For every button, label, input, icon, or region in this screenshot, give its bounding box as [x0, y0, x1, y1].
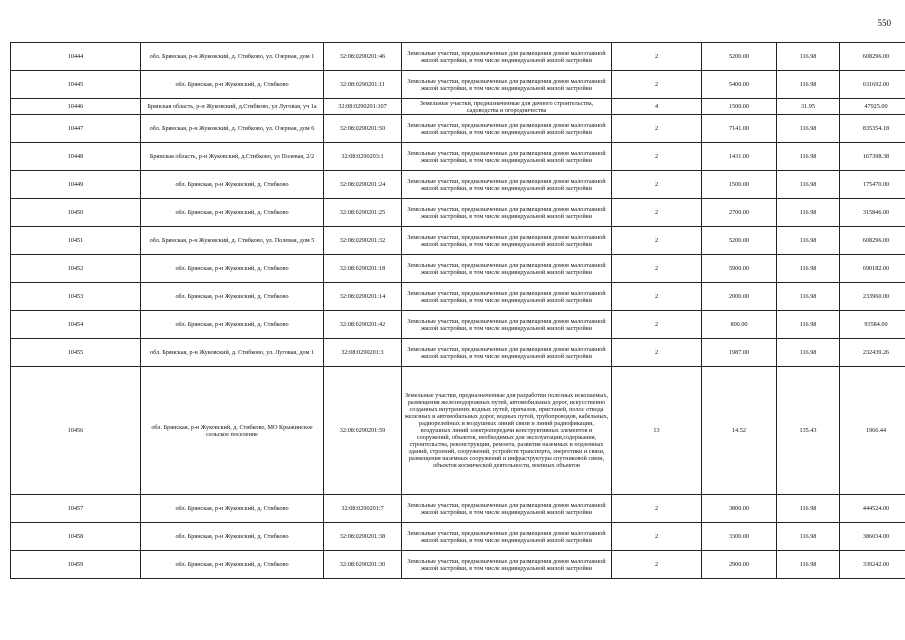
address-cell: обл. Брянская, р-н Жуковский, д. Стибково, ул. Полевая, дом 5: [141, 227, 324, 255]
cadastral-value-cell: 175470.00: [840, 171, 905, 199]
cadastral-number-cell: 32:08:0290201:25: [324, 199, 402, 227]
category-cell: 2: [612, 339, 702, 367]
table-row: [11, 255, 905, 283]
cadastral-number-cell: 32:08:0290201:24: [324, 171, 402, 199]
cadastral-number-cell: 32:08:0290201:50: [324, 115, 402, 143]
land-purpose-cell: Земельные участки, предназначенные для размещения домов малоэтажной жилой застройки, в том числе индивидуальной жилой застройки: [402, 255, 612, 283]
land-purpose-cell: Земельные участки, предназначенные для размещения домов малоэтажной жилой застройки, в том числе индивидуальной жилой застройки: [402, 143, 612, 171]
category-cell: 2: [612, 43, 702, 71]
address-cell: обл. Брянская, р-н Жуковский, д. Стибково, МО Крыжинское сельское поселение: [141, 367, 324, 495]
cadastral-value-cell: 835354.18: [840, 115, 905, 143]
land-purpose-cell: Земельные участки, предназначенные для размещения домов малоэтажной жилой застройки, в том числе индивидуальной жилой застройки: [402, 283, 612, 311]
rate-cell: 116.98: [777, 495, 840, 523]
category-cell: 2: [612, 171, 702, 199]
cadastral-value-cell: 339242.00: [840, 551, 905, 579]
record-number-cell: 10456: [11, 367, 141, 495]
address-cell: обл. Брянская, р-н Жуковский, д. Стибково: [141, 523, 324, 551]
category-cell: 13: [612, 367, 702, 495]
area-cell: 7141.00: [702, 115, 777, 143]
area-cell: 1500.00: [702, 99, 777, 115]
rate-cell: 31.95: [777, 99, 840, 115]
cadastral-number-cell: 32:08:0290201:30: [324, 551, 402, 579]
record-number-cell: 10459: [11, 551, 141, 579]
registry-table-body: [11, 43, 905, 579]
rate-cell: 116.98: [777, 523, 840, 551]
cadastral-value-cell: 608296.00: [840, 43, 905, 71]
category-cell: 2: [612, 71, 702, 99]
table-row: [11, 199, 905, 227]
cadastral-value-cell: 1966.44: [840, 367, 905, 495]
rate-cell: 116.98: [777, 171, 840, 199]
area-cell: 2700.00: [702, 199, 777, 227]
address-cell: обл. Брянская, р-н Жуковский, д. Стибково: [141, 283, 324, 311]
land-purpose-cell: Земельные участки, предназначенные для разработки полезных ископаемых, размещения железнодорожных путей, автомобильных дорог, искусственно созданных внутренних водных путей, причалов, пристаней, полос отвода железных и автомобильных дорог, водных путей, трубопроводов, кабельных, радиорелейных и воздушных линий связи и линий радиофикации, воздушных линий электропередачи конструктивных элементов и сооружений, объектов, необходимых для эксплуатации,содержания, строительства, реконструкции, ремонта, развития наземных и подземных зданий, строений, сооружений, устройств транспорта, энергетики и связи, размещения наземных сооружений и инфраструктуры спутниковой связи, объектов космической деятельности, военных объектов: [402, 367, 612, 495]
rate-cell: 116.98: [777, 43, 840, 71]
land-purpose-cell: Земельные участки, предназначенные для размещения домов малоэтажной жилой застройки, в том числе индивидуальной жилой застройки: [402, 311, 612, 339]
category-cell: 2: [612, 143, 702, 171]
cadastral-number-cell: 32:08:0290201:18: [324, 255, 402, 283]
area-cell: 800.00: [702, 311, 777, 339]
record-number-cell: 10444: [11, 43, 141, 71]
cadastral-number-cell: 32:08:0290201:7: [324, 495, 402, 523]
cadastral-value-cell: 631692.00: [840, 71, 905, 99]
area-cell: 1987.00: [702, 339, 777, 367]
address-cell: обл. Брянская, р-н Жуковский, д. Стибково: [141, 495, 324, 523]
cadastral-value-cell: 233960.00: [840, 283, 905, 311]
category-cell: 2: [612, 283, 702, 311]
cadastral-number-cell: 32:08:0290201:32: [324, 227, 402, 255]
cadastral-value-cell: 93584.00: [840, 311, 905, 339]
cadastral-number-cell: 32:08:0290201:42: [324, 311, 402, 339]
area-cell: 2900.00: [702, 551, 777, 579]
table-row: [11, 99, 905, 115]
cadastral-value-cell: 167398.38: [840, 143, 905, 171]
record-number-cell: 10449: [11, 171, 141, 199]
table-row: [11, 495, 905, 523]
category-cell: 2: [612, 523, 702, 551]
table-row: [11, 171, 905, 199]
area-cell: 5200.00: [702, 227, 777, 255]
rate-cell: 116.98: [777, 311, 840, 339]
address-cell: Брянская область, р-н Жуковский, д.Стибково, ул Луговая, уч 1а: [141, 99, 324, 115]
cadastral-number-cell: 32:08:0290201:14: [324, 283, 402, 311]
land-purpose-cell: Земельные участки, предназначенные для размещения домов малоэтажной жилой застройки, в том числе индивидуальной жилой застройки: [402, 115, 612, 143]
land-purpose-cell: Земельные участки, предназначенные для размещения домов малоэтажной жилой застройки, в том числе индивидуальной жилой застройки: [402, 551, 612, 579]
record-number-cell: 10448: [11, 143, 141, 171]
cadastral-value-cell: 47925.00: [840, 99, 905, 115]
area-cell: 3300.00: [702, 523, 777, 551]
cadastral-value-cell: 444524.00: [840, 495, 905, 523]
category-cell: 2: [612, 227, 702, 255]
table-row: [11, 523, 905, 551]
cadastral-number-cell: 32:08:0290201:107: [324, 99, 402, 115]
address-cell: обл. Брянская, р-н Жуковский, д. Стибково: [141, 255, 324, 283]
land-purpose-cell: Земельные участки, предназначенные для размещения домов малоэтажной жилой застройки, в том числе индивидуальной жилой застройки: [402, 71, 612, 99]
record-number-cell: 10452: [11, 255, 141, 283]
land-purpose-cell: Земельные участки, предназначенные для дачного строительства, садоводства и огородничества: [402, 99, 612, 115]
rate-cell: 116.98: [777, 551, 840, 579]
address-cell: Брянская область, р-н Жуковский, д.Стибково, ул Полевая, 2/2: [141, 143, 324, 171]
address-cell: обл. Брянская, р-н Жуковский, д. Стибково: [141, 171, 324, 199]
cadastral-number-cell: 32:08:0290203:1: [324, 143, 402, 171]
record-number-cell: 10453: [11, 283, 141, 311]
category-cell: 2: [612, 255, 702, 283]
address-cell: обл. Брянская, р-н Жуковский, д. Стибково: [141, 71, 324, 99]
record-number-cell: 10455: [11, 339, 141, 367]
category-cell: 2: [612, 311, 702, 339]
rate-cell: 116.98: [777, 283, 840, 311]
table-row: [11, 367, 905, 495]
land-purpose-cell: Земельные участки, предназначенные для размещения домов малоэтажной жилой застройки, в том числе индивидуальной жилой застройки: [402, 339, 612, 367]
table-row: [11, 311, 905, 339]
table-row: [11, 339, 905, 367]
table-row: [11, 43, 905, 71]
page-number: 550: [877, 18, 891, 28]
category-cell: 2: [612, 199, 702, 227]
cadastral-number-cell: 32:08:0290201:11: [324, 71, 402, 99]
rate-cell: 116.98: [777, 115, 840, 143]
land-purpose-cell: Земельные участки, предназначенные для размещения домов малоэтажной жилой застройки, в том числе индивидуальной жилой застройки: [402, 227, 612, 255]
land-purpose-cell: Земельные участки, предназначенные для размещения домов малоэтажной жилой застройки, в том числе индивидуальной жилой застройки: [402, 523, 612, 551]
table-row: [11, 283, 905, 311]
land-registry-table: [10, 42, 905, 579]
table-row: [11, 227, 905, 255]
category-cell: 2: [612, 495, 702, 523]
table-row: [11, 71, 905, 99]
area-cell: 1500.00: [702, 171, 777, 199]
cadastral-number-cell: 32:08:0290201:59: [324, 367, 402, 495]
category-cell: 2: [612, 551, 702, 579]
cadastral-number-cell: 32:08:0290201:38: [324, 523, 402, 551]
cadastral-value-cell: 315846.00: [840, 199, 905, 227]
table-row: [11, 143, 905, 171]
record-number-cell: 10457: [11, 495, 141, 523]
area-cell: 5900.00: [702, 255, 777, 283]
cadastral-value-cell: 232439.26: [840, 339, 905, 367]
record-number-cell: 10446: [11, 99, 141, 115]
cadastral-number-cell: 32:08:0290201:46: [324, 43, 402, 71]
area-cell: 5400.00: [702, 71, 777, 99]
table-row: [11, 115, 905, 143]
category-cell: 2: [612, 115, 702, 143]
address-cell: обл. Брянская, р-н Жуковский, д. Стибково, ул. Озерная, дом 1: [141, 43, 324, 71]
area-cell: 5200.00: [702, 43, 777, 71]
record-number-cell: 10445: [11, 71, 141, 99]
address-cell: обл. Брянская, р-н Жуковский, д. Стибково, ул. Луговая, дом 1: [141, 339, 324, 367]
rate-cell: 116.98: [777, 199, 840, 227]
address-cell: обл. Брянская, р-н Жуковский, д. Стибково, ул. Озерная, дом 6: [141, 115, 324, 143]
record-number-cell: 10450: [11, 199, 141, 227]
rate-cell: 116.98: [777, 227, 840, 255]
rate-cell: 116.98: [777, 255, 840, 283]
rate-cell: 116.98: [777, 71, 840, 99]
rate-cell: 116.98: [777, 339, 840, 367]
category-cell: 4: [612, 99, 702, 115]
cadastral-value-cell: 386034.00: [840, 523, 905, 551]
land-purpose-cell: Земельные участки, предназначенные для размещения домов малоэтажной жилой застройки, в том числе индивидуальной жилой застройки: [402, 171, 612, 199]
area-cell: 1431.00: [702, 143, 777, 171]
record-number-cell: 10458: [11, 523, 141, 551]
rate-cell: 135.43: [777, 367, 840, 495]
address-cell: обл. Брянская, р-н Жуковский, д. Стибково: [141, 311, 324, 339]
area-cell: 14.52: [702, 367, 777, 495]
land-purpose-cell: Земельные участки, предназначенные для размещения домов малоэтажной жилой застройки, в том числе индивидуальной жилой застройки: [402, 43, 612, 71]
area-cell: 3800.00: [702, 495, 777, 523]
cadastral-value-cell: 690182.00: [840, 255, 905, 283]
record-number-cell: 10447: [11, 115, 141, 143]
cadastral-value-cell: 608296.00: [840, 227, 905, 255]
rate-cell: 116.98: [777, 143, 840, 171]
cadastral-number-cell: 32:08:0290201:3: [324, 339, 402, 367]
land-purpose-cell: Земельные участки, предназначенные для размещения домов малоэтажной жилой застройки, в том числе индивидуальной жилой застройки: [402, 199, 612, 227]
address-cell: обл. Брянская, р-н Жуковский, д. Стибково: [141, 551, 324, 579]
record-number-cell: 10451: [11, 227, 141, 255]
record-number-cell: 10454: [11, 311, 141, 339]
area-cell: 2000.00: [702, 283, 777, 311]
table-row: [11, 551, 905, 579]
address-cell: обл. Брянская, р-н Жуковский, д. Стибково: [141, 199, 324, 227]
land-purpose-cell: Земельные участки, предназначенные для размещения домов малоэтажной жилой застройки, в том числе индивидуальной жилой застройки: [402, 495, 612, 523]
